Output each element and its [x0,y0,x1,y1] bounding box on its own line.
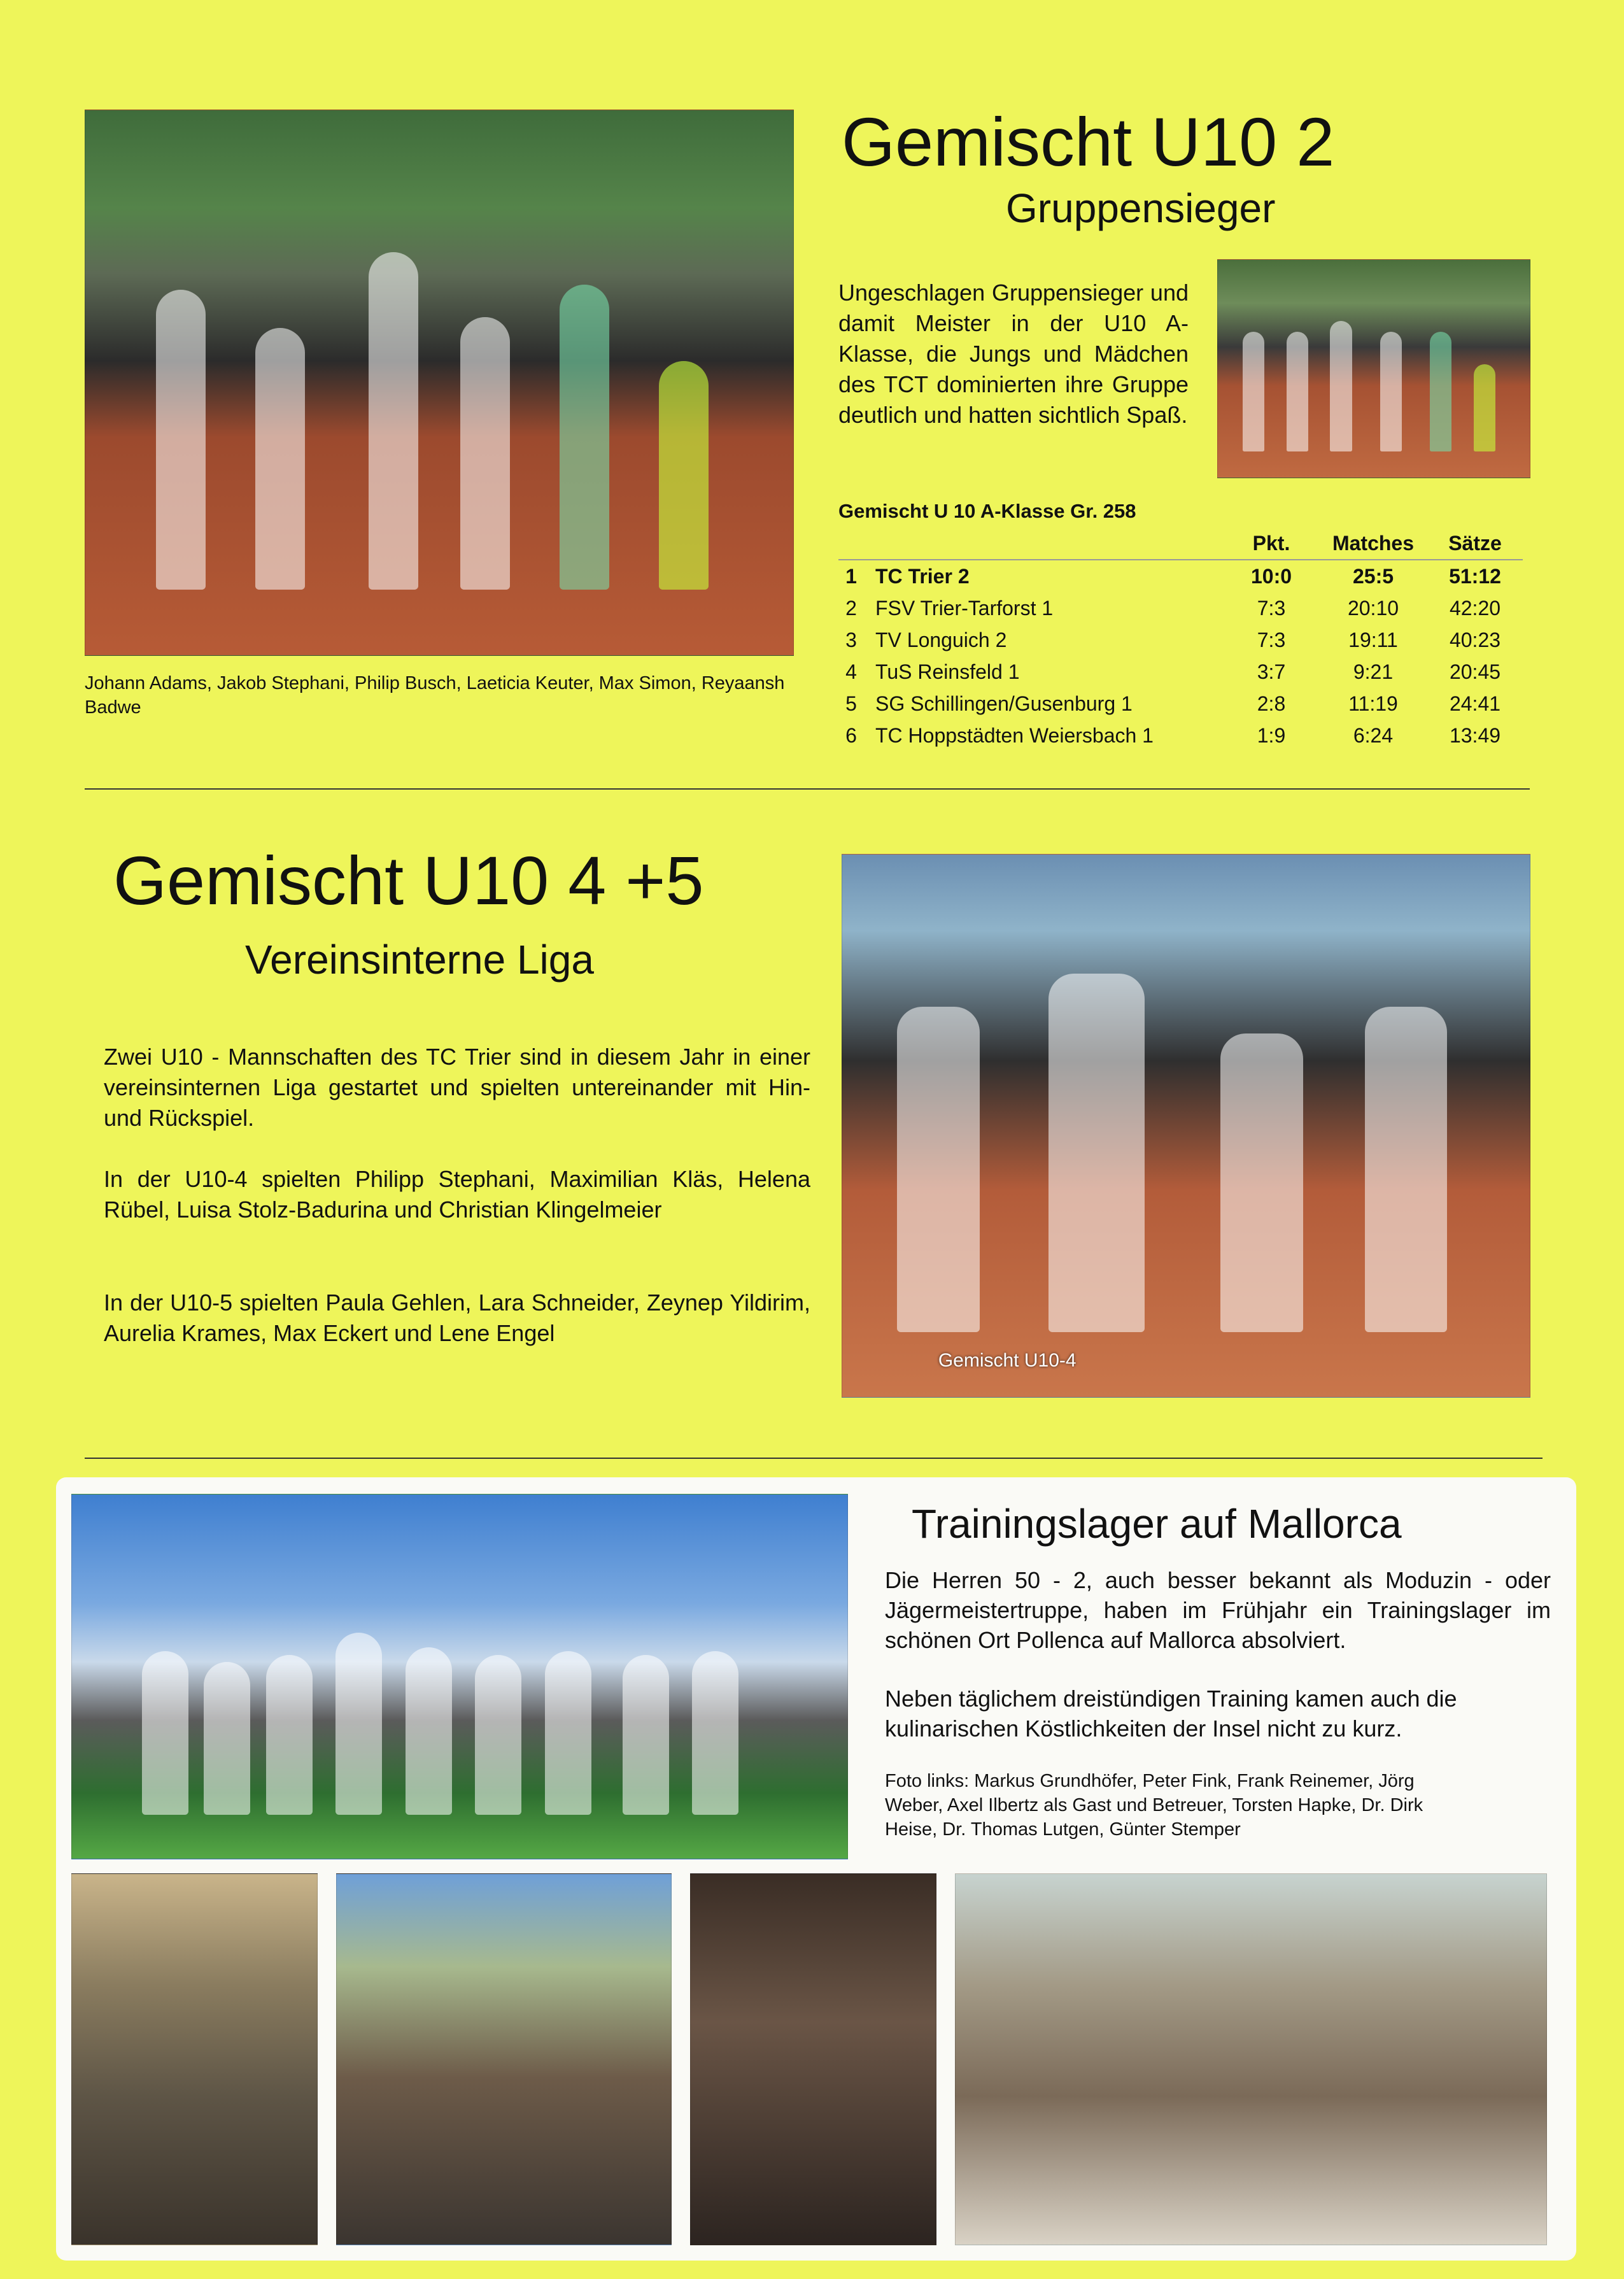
pkt-cell: 1:9 [1257,723,1286,747]
pkt-cell: 7:3 [1257,596,1286,620]
rank-cell: 1 [845,564,857,588]
col-matches: Matches [1319,532,1427,560]
table-row [838,688,1523,720]
team-cell: TC Trier 2 [875,564,970,588]
saetze-cell: 42:20 [1449,596,1501,620]
team-cell: TC Hoppstädten Weiersbach 1 [875,723,1154,747]
restaurant-photo-2 [955,1873,1547,2245]
section-title-u10-2: Gemischt U10 2 [842,103,1335,180]
section-subtitle-gruppensieger: Gruppensieger [1006,185,1276,231]
saetze-cell: 13:49 [1449,723,1501,747]
photo-label-u10-4: Gemischt U10-4 [938,1350,1077,1371]
col-rank [838,532,864,560]
liga-text-1: Zwei U10 - Mannschaften des TC Trier sind in diesem Jahr in einer vereinsinternen Liga gestartet und spielten untereinander mit Hin- und Rückspiel. [104,1044,810,1131]
table-row [838,720,1523,751]
matches-cell: 25:5 [1352,564,1394,588]
team-photo-u10-2 [85,110,794,656]
mallorca-title: Trainingslager auf Mallorca [912,1501,1402,1547]
pkt-cell: 3:7 [1257,660,1286,683]
intro-text-u10-2: Ungeschlagen Gruppensieger und damit Meister in der U10 A-Klasse, die Jungs und Mädchen des TCT dominierten ihre Gruppe deutlich und hatten sichtlich Spaß. [838,280,1189,428]
mallorca-panel [56,1477,1576,2261]
selfie-photo [336,1873,672,2245]
saetze-cell: 20:45 [1449,660,1501,683]
liga-text-2: In der U10-4 spielten Philipp Stephani, Maximilian Kläs, Helena Rübel, Luisa Stolz-Badurina und Christian Klingelmeier [104,1166,810,1223]
mallorca-caption: Foto links: Markus Grundhöfer, Peter Fink, Frank Reinemer, Jörg Weber, Axel Ilbertz als Gast und Betreuer, Torsten Hapke, Dr. Dirk Heise, Dr. Thomas Lutgen, Günter Stemper [885,1771,1423,1840]
table-heading: Gemischt U 10 A-Klasse Gr. 258 [838,500,1136,522]
col-team [864,532,1224,560]
team-cell: TuS Reinsfeld 1 [875,660,1020,683]
matches-cell: 6:24 [1353,723,1394,747]
section-title-u10-4-5: Gemischt U10 4 +5 [113,842,704,919]
section-subtitle-liga: Vereinsinterne Liga [245,937,594,983]
team-cell: SG Schillingen/Gusenburg 1 [875,692,1133,715]
rank-cell: 2 [845,596,857,620]
team-photo-u10-4 [842,854,1530,1398]
matches-cell: 9:21 [1353,660,1394,683]
divider-2 [85,1458,1543,1459]
rank-cell: 3 [845,628,857,651]
mallorca-text-1: Die Herren 50 - 2, auch besser bekannt als Moduzin - oder Jägermeistertruppe, haben im Frühjahr ein Trainingslager im schönen Ort Pollenca auf Mallorca absolviert. [885,1567,1551,1653]
table-row [838,656,1523,688]
matches-cell: 19:11 [1348,628,1398,651]
standings-table [838,500,1523,751]
saetze-cell: 24:41 [1449,692,1501,715]
table-row [838,592,1523,624]
restaurant-photo-1 [71,1873,318,2245]
saetze-cell: 51:12 [1449,564,1501,588]
saetze-cell: 40:23 [1449,628,1501,651]
col-saetze: Sätze [1427,532,1523,560]
team-cell: TV Longuich 2 [875,628,1007,651]
col-pkt: Pkt. [1224,532,1319,560]
rank-cell: 5 [845,692,857,715]
divider-1 [85,788,1530,790]
mallorca-text-2: Neben täglichem dreistündigen Training kamen auch die kulinarischen Köstlichkeiten der Insel nicht zu kurz. [885,1686,1457,1742]
rank-cell: 4 [845,660,857,683]
liga-text-3: In der U10-5 spielten Paula Gehlen, Lara Schneider, Zeynep Yildirim, Aurelia Krames, Max Eckert und Lene Engel [104,1289,810,1346]
photo-caption-u10-2: Johann Adams, Jakob Stephani, Philip Busch, Laeticia Keuter, Max Simon, Reyaansh Badwe [85,673,785,718]
toast-photo [690,1873,936,2245]
pkt-cell: 10:0 [1250,564,1292,588]
matches-cell: 11:19 [1348,692,1398,715]
table-row [838,624,1523,656]
small-team-photo-u10-2 [1217,259,1530,478]
pkt-cell: 7:3 [1257,628,1286,651]
group-photo-mallorca [71,1494,848,1859]
rank-cell: 6 [845,723,857,747]
team-cell: FSV Trier-Tarforst 1 [875,596,1054,620]
pkt-cell: 2:8 [1257,692,1286,715]
matches-cell: 20:10 [1347,596,1399,620]
table-row [838,560,1523,592]
